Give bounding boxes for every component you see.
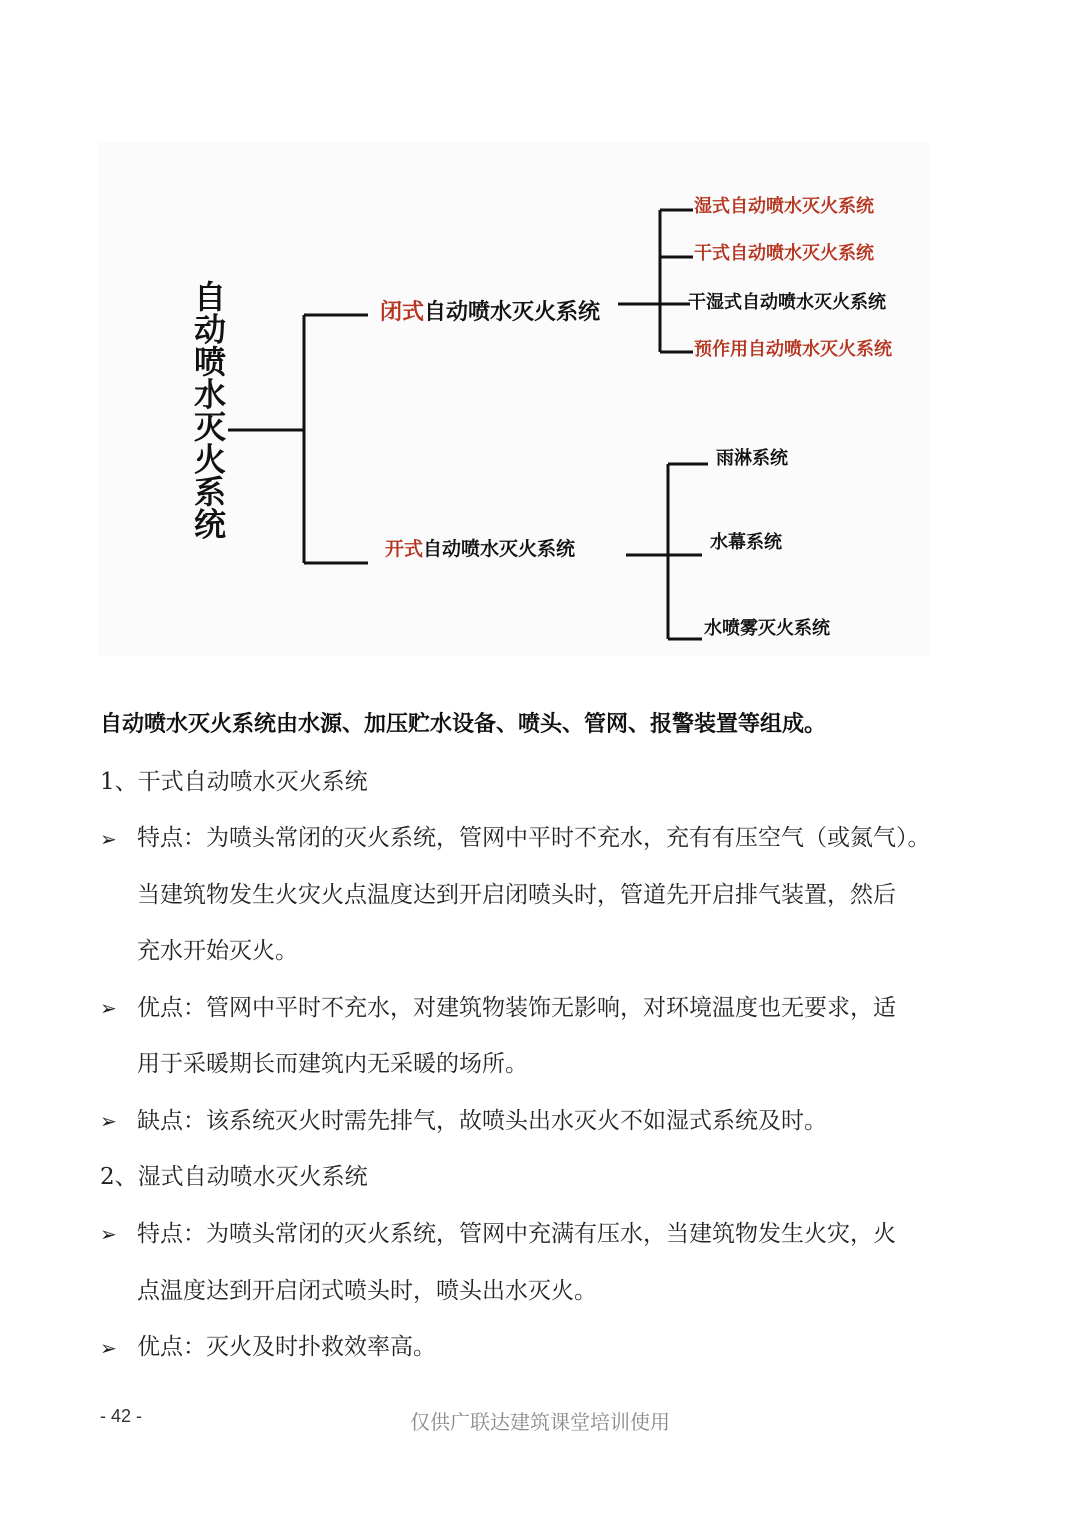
s1-features-line-1: 特点：为喷头常闭的灭火系统，管网中平时不充水，充有有压空气（或氮气）。 bbox=[137, 825, 931, 851]
intro-paragraph: 自动喷水灭火系统由水源、加压贮水设备、喷头、管网、报警装置等组成。 bbox=[100, 712, 827, 737]
open-child-deluge: 雨淋系统 bbox=[716, 448, 788, 469]
closed-label-rest: 自动喷水灭火系统 bbox=[424, 300, 601, 325]
root-title-char: 喷 bbox=[193, 343, 227, 381]
bullet-arrow: ➢ bbox=[100, 827, 117, 851]
root-title-char: 系 bbox=[193, 473, 227, 511]
footer-note: 仅供广联达建筑课堂培训使用 bbox=[410, 1410, 670, 1434]
bullet-arrow: ➢ bbox=[100, 1336, 117, 1360]
root-title-char: 自 bbox=[193, 278, 227, 316]
open-system-label bbox=[385, 537, 575, 560]
closed-label-prefix: 闭式 bbox=[380, 300, 425, 325]
section-1-title: 1、干式自动喷水灭火系统 bbox=[100, 769, 368, 795]
s1-features-line-3: 充水开始灭火。 bbox=[137, 938, 298, 964]
open-child-water-spray: 水喷雾灭火系统 bbox=[704, 618, 830, 639]
root-title-char: 灭 bbox=[193, 408, 227, 446]
s1-cons-line: 缺点：该系统灭火时需先排气，故喷头出水灭火不如湿式系统及时。 bbox=[137, 1108, 827, 1134]
s1-features-line-2: 当建筑物发生火灾火点温度达到开启闭喷头时，管道先开启排气装置，然后 bbox=[137, 882, 896, 908]
closed-system-label bbox=[380, 299, 600, 325]
s1-pros-line-1: 优点：管网中平时不充水，对建筑物装饰无影响，对环境温度也无要求，适 bbox=[137, 995, 896, 1021]
open-child-water-curtain: 水幕系统 bbox=[710, 532, 782, 553]
bullet-arrow: ➢ bbox=[100, 996, 117, 1020]
s1-pros-line-2: 用于采暖期长而建筑内无采暖的场所。 bbox=[137, 1051, 528, 1077]
s2-pros-line: 优点：灭火及时扑救效率高。 bbox=[137, 1334, 436, 1360]
closed-child-dry: 干式自动喷水灭火系统 bbox=[694, 243, 874, 264]
root-title-char: 统 bbox=[193, 505, 227, 544]
root-title-char: 动 bbox=[193, 310, 227, 349]
root-title-char: 火 bbox=[193, 440, 227, 479]
diagram-svg bbox=[98, 142, 930, 656]
diagram-root-title bbox=[194, 278, 226, 544]
closed-child-wet-dry: 干湿式自动喷水灭火系统 bbox=[688, 292, 886, 313]
closed-child-wet: 湿式自动喷水灭火系统 bbox=[694, 196, 874, 217]
system-classification-diagram bbox=[98, 142, 930, 656]
diagram-connectors bbox=[228, 210, 708, 639]
open-label-rest: 自动喷水灭火系统 bbox=[423, 538, 576, 560]
bullet-arrow: ➢ bbox=[100, 1222, 117, 1246]
s2-features-line-2: 点温度达到开启闭式喷头时，喷头出水灭火。 bbox=[137, 1278, 597, 1304]
bullet-arrow: ➢ bbox=[100, 1109, 117, 1133]
s2-features-line-1: 特点：为喷头常闭的灭火系统，管网中充满有压水，当建筑物发生火灾，火 bbox=[137, 1221, 896, 1247]
root-title-char: 水 bbox=[193, 375, 227, 414]
open-label-prefix: 开式 bbox=[385, 538, 424, 560]
section-2-title: 2、湿式自动喷水灭火系统 bbox=[100, 1164, 368, 1190]
closed-child-preaction: 预作用自动喷水灭火系统 bbox=[694, 339, 892, 360]
page-number: - 42 - bbox=[100, 1406, 143, 1426]
